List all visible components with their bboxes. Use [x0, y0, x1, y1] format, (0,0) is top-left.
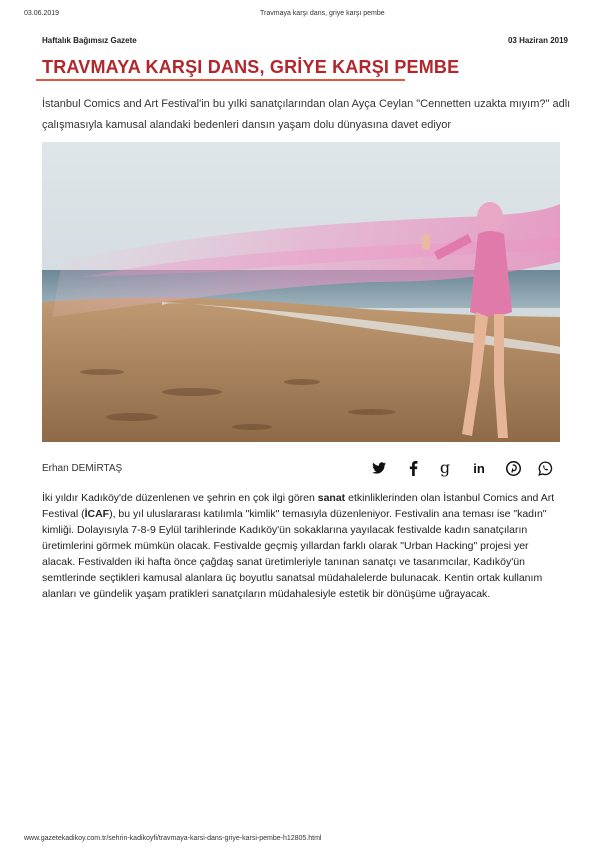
print-date: 03.06.2019: [24, 10, 60, 17]
print-title: Travmaya karşı dans, griye karşı pembe: [260, 10, 385, 17]
article-photo: [42, 142, 560, 442]
linkedin-icon[interactable]: in: [473, 460, 485, 476]
pinterest-icon[interactable]: [504, 458, 522, 478]
article-lead: İstanbul Comics and Art Festival'in bu yılki sanatçılarından olan Ayça Ceylan "Cennetten uzakta mıyım?" adlı çalışmasıyla kamusal alandaki bedenleri dansın yaşam dolu dünyasına davet ediyor: [42, 98, 571, 131]
body-text-segment: etkinliklerinden olan İstanbul Comics and Art Festival (: [42, 492, 555, 520]
publication-name: Haftalık Bağımsız Gazete: [42, 36, 137, 45]
print-footer-url: www.gazetekadikoy.com.tr/sehrin-kadikoyfi/travmaya-karsi-dans-griye-karsi-pembe-h12805.html: [24, 835, 322, 842]
issue-date: 03 Haziran 2019: [507, 36, 568, 45]
body-text-segment: ), bu yıl uluslararası katılımla "kimlik" temasıyla düzenleniyor. Festivalin ana teması ise "kadın" kimliği. Dolayısıyla 7-8-9 Eylül tarihlerinde Kadıköy'ün sokaklarına yayılacak festivalde kadın sanatçıların üretimlerini görmek mümkün olacak. Festivalde geçmiş yıllardan farklı olarak "Urban Hacking" projesi yer alacak. Festivalden iki hafta önce çağdaş sanat üretimleriyle tanınan sanatçı ve tasarımcılar, Kadıköy'ün semtlerinde seçtikleri kamusal alanlara üç boyutlu sanatsal müdahalelerde bulunacak. Kentin ortak kullanım alanları ve gündelik yaşam pratikleri sanatçıların müdahalesiyle estetik bir dönüşüme uğrayacak.: [42, 508, 547, 600]
sanat-link[interactable]: sanat: [317, 492, 346, 504]
icaf-link[interactable]: İCAF: [84, 508, 110, 520]
author-name: Erhan DEMİRTAŞ: [42, 463, 123, 474]
article-body: [42, 490, 562, 602]
masthead: [42, 36, 568, 45]
share-bar: [360, 458, 560, 478]
print-header: [24, 10, 580, 17]
byline-row: [42, 458, 560, 478]
whatsapp-icon[interactable]: [536, 458, 554, 478]
googleplus-icon[interactable]: g: [439, 458, 451, 477]
body-text-segment: İki yıldır Kadıköy'de düzenlenen ve şehrin en çok ilgi gören: [42, 492, 318, 504]
twitter-icon[interactable]: [370, 458, 388, 478]
facebook-icon[interactable]: [404, 458, 422, 478]
article-headline: TRAVMAYA KARŞI DANS, GRİYE KARŞI PEMBE: [36, 55, 405, 81]
